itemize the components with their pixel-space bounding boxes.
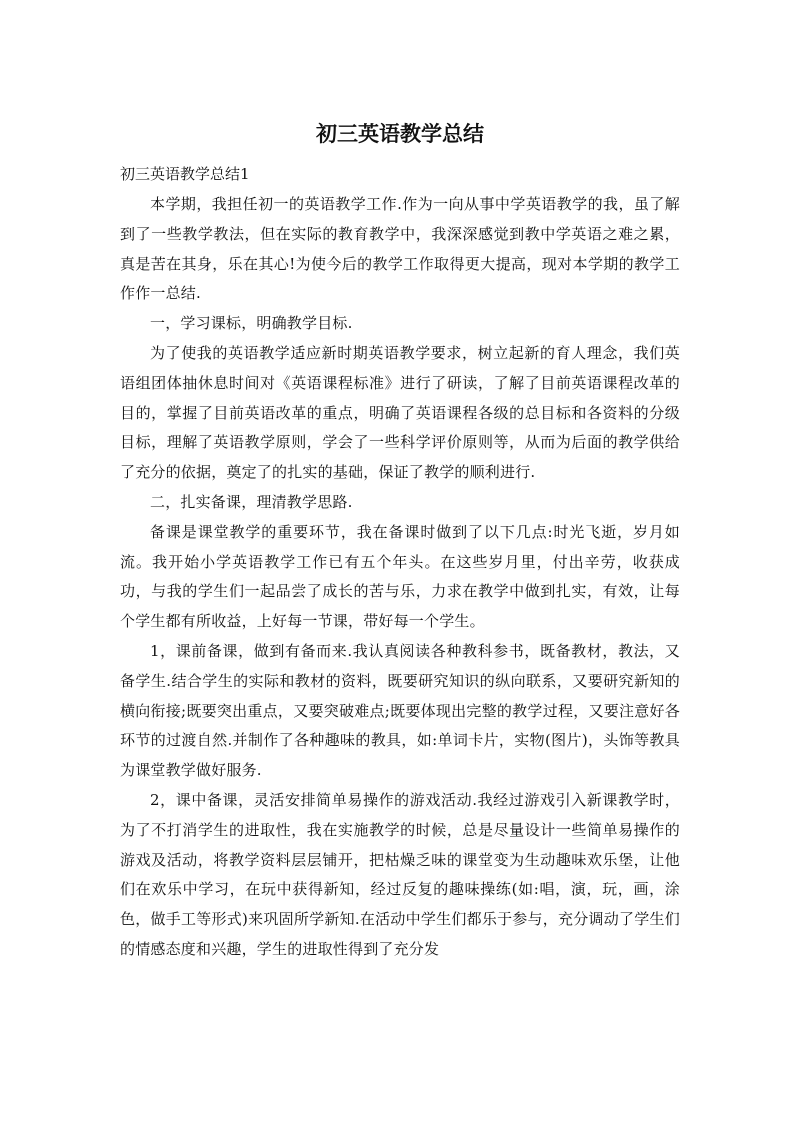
section-heading-1: 一，学习课标，明确教学目标. (150, 314, 353, 333)
paragraph-intro: 本学期，我担任初一的英语教学工作.作为一向从事中学英语教学的我，虽了解到了一些教学教法，但在实际的教育教学中，我深深感觉到教中学英语之难之累，真是苦在其身，乐在其心!为使今后的教学工作取得更大提高，现对本学期的教学工作作一总结. (120, 195, 680, 303)
section-heading-2: 二，扎实备课，理清教学思路. (150, 492, 353, 511)
paragraph-lesson-prep: 备课是课堂教学的重要环节，我在备课时做到了以下几点:时光飞逝，岁月如流。我开始小学英语教学工作已有五个年头。在这些岁月里，付出辛劳，收获成功，与我的学生们一起品尝了成长的苦与乐，力求在教学中做到扎实，有效，让每个学生都有所收益，上好每一节课，带好每一个学生。 (120, 522, 680, 631)
document-subtitle: 初三英语教学总结1 (120, 165, 250, 183)
paragraph-curriculum: 为了使我的英语教学适应新时期英语教学要求，树立起新的育人理念，我们英语组团体抽休息时间对《英语课程标准》进行了研读，了解了目前英语课程改革的目的，掌握了目前英语改革的重点，明确了英语课程各级的总目标和各资料的分级目标，理解了英语教学原则，学会了一些科学评价原则等，从而为后面的教学供给了充分的依据，奠定了的扎实的基础，保证了教学的顺利进行. (120, 343, 680, 482)
document-title: 初三英语教学总结 (316, 122, 484, 146)
paragraph-in-class: 2，课中备课，灵活安排简单易操作的游戏活动.我经过游戏引入新课教学时，为了不打消学生的进取性，我在实施教学的时候，总是尽量设计一些简单易操作的游戏及活动，将教学资料层层铺开，把枯燥乏味的课堂变为生动趣味欢乐堡，让他们在欢乐中学习，在玩中获得新知，经过反复的趣味操练(如:唱，演，玩，画，涂色，做手工等形式)来巩固所学新知.在活动中学生们都乐于参与，充分调动了学生们的情感态度和兴趣，学生的进取性得到了充分发 (120, 790, 680, 958)
paragraph-pre-class: 1，课前备课，做到有备而来.我认真阅读各种教科参书，既备教材，教法，又备学生.结合学生的实际和教材的资料，既要研究知识的纵向联系，又要研究新知的横向衔接;既要突出重点，又要突破难点;既要体现出完整的教学过程，又要注意好各环节的过渡自然.并制作了各种趣味的教具，如:单词卡片，实物(图片)，头饰等教具为课堂教学做好服务. (120, 641, 680, 780)
document-body (120, 190, 680, 965)
